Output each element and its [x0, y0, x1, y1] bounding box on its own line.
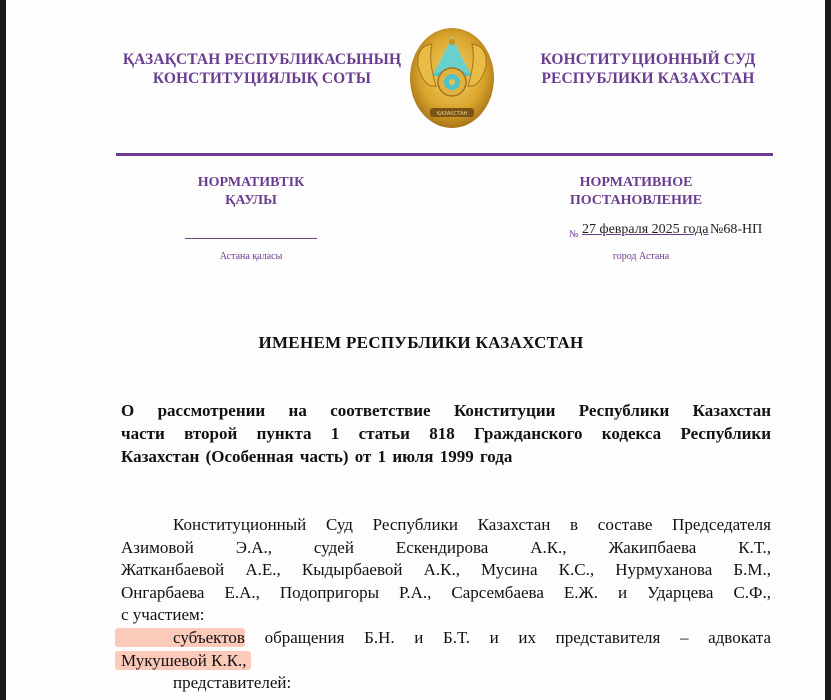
body-line: Конституционный Суд Республики Казахстан в составе Председателя: [173, 515, 771, 534]
participants-line: [121, 650, 771, 673]
body-line: Онгарбаева Е.А., Подопригоры Р.А., Сарсембаева Е.Ж. и Ударцева С.Ф.,: [121, 582, 771, 602]
highlighted-text: субъектов: [115, 628, 245, 647]
svg-text:ҚАЗАҚСТАН: ҚАЗАҚСТАН: [436, 111, 468, 117]
court-name-russian: [524, 50, 772, 88]
title-line: Казахстан (Особенная часть) от 1 июля 1999 года: [121, 447, 513, 466]
document-title: [121, 399, 771, 468]
state-emblem-icon: [408, 26, 496, 130]
number-prefix: №: [569, 229, 579, 240]
act-type-kz-line2: ҚАУЛЫ: [225, 193, 277, 208]
act-type-kz-line1: НОРМАТИВТІК: [197, 175, 305, 190]
act-type-kazakh: [176, 174, 326, 210]
participants-line: [121, 627, 771, 650]
body-line: Азимовой Э.А., судей Ескендирова А.К., Жакипбаева К.Т.,: [121, 537, 771, 557]
participants-text: обращения Б.Н. и Б.Т. и их представителя – адвоката: [244, 627, 771, 647]
act-type-ru-line2: ПОСТАНОВЛЕНИЕ: [569, 193, 703, 208]
representatives-label: представителей:: [173, 673, 292, 693]
title-line: О рассмотрении на соответствие Конституции Республики Казахстан: [121, 401, 771, 420]
kz-number-blank-line: [185, 238, 317, 239]
court-name-ru-line1: КОНСТИТУЦИОННЫЙ СУД: [540, 51, 756, 68]
title-line: части второй пункта 1 статьи 818 Гражданского кодекса Республики: [121, 424, 771, 443]
city-russian: город Астана: [612, 251, 670, 262]
court-name-kazakh: [118, 50, 406, 88]
act-type-ru-line1: НОРМАТИВНОЕ: [579, 175, 693, 190]
act-type-russian: [556, 174, 716, 210]
act-number: №68-НП: [710, 222, 763, 237]
body-line: Жатканбаевой А.Е., Кыдырбаевой А.К., Мусина К.С., Нурмуханова Б.М.,: [121, 560, 771, 580]
court-name-kz-line1: ҚАЗАҚСТАН РЕСПУБЛИКАСЫНЫҢ: [122, 51, 402, 68]
act-date: 27 февраля 2025 года: [582, 222, 709, 237]
highlighted-text: Мукушевой К.К.,: [115, 651, 251, 670]
header-divider: [116, 153, 773, 156]
document-page: [6, 0, 825, 700]
court-name-ru-line2: РЕСПУБЛИКИ КАЗАХСТАН: [541, 70, 755, 87]
city-kazakh: Астана қаласы: [219, 251, 283, 262]
document-body: [121, 514, 771, 695]
body-line: с участием:: [121, 605, 205, 625]
court-name-kz-line2: КОНСТИТУЦИЯЛЫҚ СОТЫ: [152, 70, 372, 87]
in-the-name-heading: ИМЕНЕМ РЕСПУБЛИКИ КАЗАХСТАН: [258, 333, 584, 352]
